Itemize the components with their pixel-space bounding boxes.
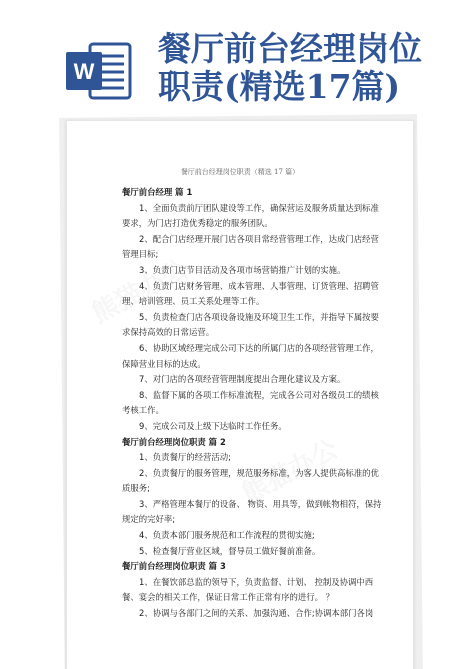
- paragraph: 4、负责门店财务管理、成本管理、人事管理、订货管理、招聘管理、培训管理、员工关系处理等工作。: [122, 280, 379, 307]
- paragraph: 3、严格管理本餐厅的设备、 物资、用具等，做到帐物相符，保持规定的完好率;: [122, 498, 382, 525]
- word-icon-letter: W: [73, 59, 95, 84]
- paragraph: 6、协助区域经理完成公司下达的所属门店的各项经营管理工作，保障营业目标的达成。: [122, 342, 379, 369]
- paragraph: 5、检查餐厅营业区域，督导员工做好餐前准备。: [139, 545, 321, 556]
- paragraph: 5、负责检查门店各项设备设施及环境卫生工作，并指导下属按要求保持高效的日常运营。: [122, 311, 379, 338]
- document-body: [122, 185, 384, 622]
- paragraph: 2、协调与各部门之间的关系、加强沟通、合作;协调本部门各岗: [139, 608, 374, 619]
- paragraph: 9、完成公司及上级下达临时工作任务。: [139, 420, 287, 431]
- paragraph: 3、负责门店节目活动及各项市场营销推广计划的实施。: [139, 264, 346, 275]
- paragraph: 1、全面负责前厅团队建设等工作，确保营运及服务质量达到标准要求，为门店打造优秀稳定的服务团队。: [122, 202, 379, 229]
- section-title: 餐厅前台经理岗位职责 篇 2: [122, 436, 226, 447]
- paragraph: 7、对门店的各项经营管理制度提出合理化建议及方案。: [139, 374, 346, 385]
- paragraph: 2、负责餐厅的服务管理，规范服务标准，为客人提供高标准的优质服务;: [122, 467, 379, 494]
- section-title: 餐厅前台经理 篇 1: [122, 187, 193, 197]
- paragraph: 1、在餐饮部总监的领导下，负责监督、计划、 控制及协调中西餐、宴会的相关工作，保证日常工作正常有序的进行。 ？: [122, 576, 374, 603]
- paragraph: 2、配合门店经理开展门店各项目常经营管理工作，达成门店经营管理目标;: [122, 233, 379, 260]
- paragraph: 8、监督下属的各项工作标准流程，完成各公司对各级员工的绩核考核工作。: [122, 389, 379, 416]
- header: [0, 0, 474, 120]
- document-page: [66, 120, 414, 669]
- section-title: 餐厅前台经理岗位职责 篇 3: [122, 561, 226, 572]
- paragraph: 4、负责本部门服务规范和工作流程的贯彻实施;: [139, 530, 315, 541]
- paragraph: 1、负责餐厅的经营活动;: [139, 452, 231, 463]
- title-line-1: 餐厅前台经理岗位: [158, 29, 422, 68]
- title-line-2: 职责(精选17篇): [158, 67, 401, 106]
- running-head: 餐厅前台经理岗位职责（精选 17 篇）: [180, 168, 300, 176]
- word-document-icon: [64, 40, 132, 102]
- page-title: [158, 30, 458, 106]
